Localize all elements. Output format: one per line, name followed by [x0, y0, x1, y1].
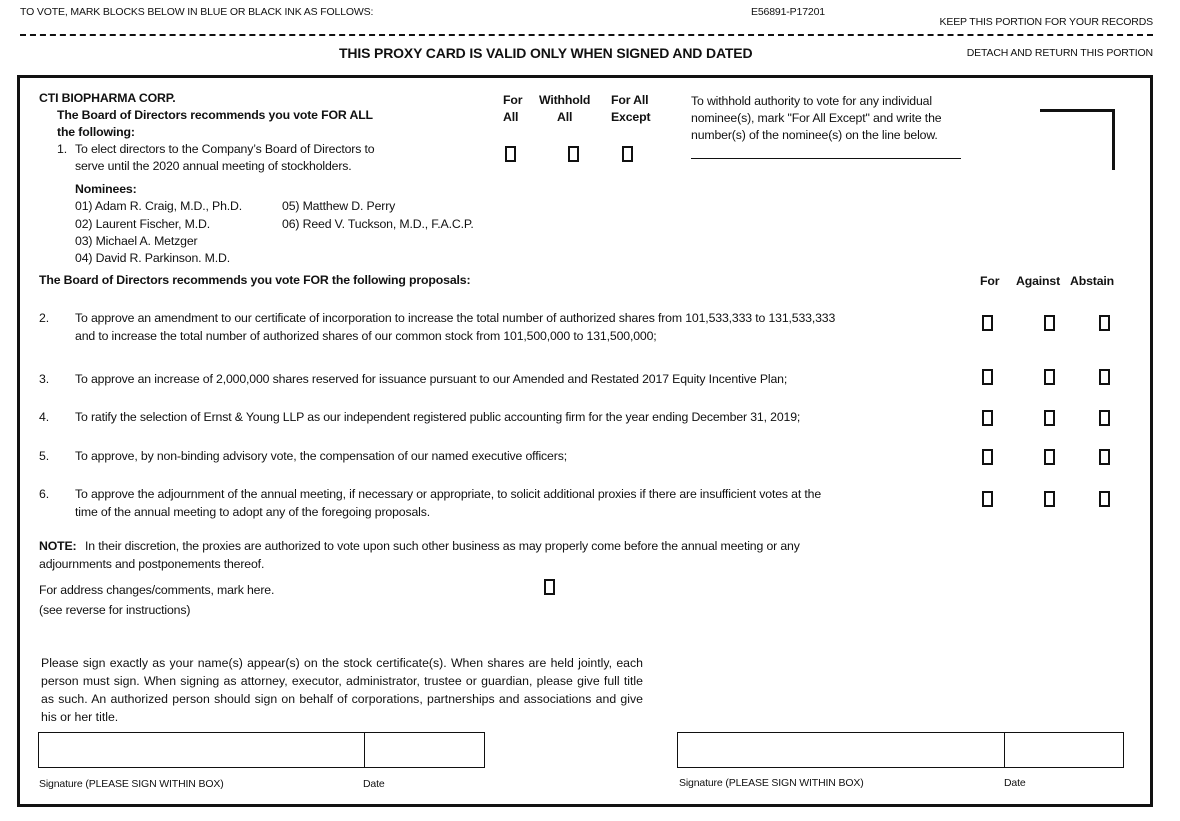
item-1-text-cont: serve until the 2020 annual meeting of stockholders.: [75, 159, 352, 173]
proposal-text: time of the annual meeting to adopt any of the foregoing proposals.: [75, 505, 431, 519]
sign-instructions: Please sign exactly as your name(s) appear(s) on the stock certificate(s). When shares are held jointly, each person must sign. When signing as attorney, executor, administrator, trustee or guardian, please give full title as such. An authorized person should sign on behalf of corporations, partnerships and associations and give his or her title.: [41, 656, 643, 724]
proposal-text: To approve the adjournment of the annual meeting, if necessary or appropriate, to solicit additional proxies if there are insufficient votes at the: [75, 487, 822, 501]
card-title: THIS PROXY CARD IS VALID ONLY WHEN SIGNED AND DATED: [339, 45, 753, 61]
signature-box-1[interactable]: [38, 732, 485, 768]
nominee: 01) Adam R. Craig, M.D., Ph.D.: [75, 199, 243, 213]
signature-label-1: Signature (PLEASE SIGN WITHIN BOX): [39, 778, 224, 790]
col-withhold-all-2: All: [557, 110, 573, 124]
detach-line: [20, 34, 1153, 36]
nominee: 05) Matthew D. Perry: [282, 199, 396, 213]
address-change-sub: (see reverse for instructions): [39, 603, 191, 617]
proposal-text: To ratify the selection of Ernst & Young LLP as our independent registered public accounting firm for the year ending December 31, 2019;: [75, 410, 801, 424]
proposal-text: To approve an increase of 2,000,000 shares reserved for issuance pursuant to our Amended and Restated 2017 Equity Incentive Plan;: [75, 372, 788, 386]
directors-recommendation-cont: the following:: [57, 125, 135, 139]
keep-portion-label: KEEP THIS PORTION FOR YOUR RECORDS: [939, 16, 1153, 28]
vote-instructions: TO VOTE, MARK BLOCKS BELOW IN BLUE OR BLACK INK AS FOLLOWS:: [20, 6, 374, 18]
withhold-instructions: nominee(s), mark "For All Except" and write the: [691, 111, 942, 125]
signature-label-2: Signature (PLEASE SIGN WITHIN BOX): [679, 777, 864, 789]
except-nominee-line[interactable]: [691, 158, 961, 159]
proposal-4-abstain-checkbox[interactable]: [1099, 410, 1110, 426]
proposal-number: 3.: [39, 372, 49, 386]
item-number: 1.: [57, 142, 67, 156]
control-number: E56891-P17201: [751, 6, 825, 18]
proposal-6-abstain-checkbox[interactable]: [1099, 491, 1110, 507]
address-change-checkbox[interactable]: [544, 579, 555, 595]
col-abstain: Abstain: [1070, 274, 1115, 288]
nominee: 02) Laurent Fischer, M.D.: [75, 217, 210, 231]
withhold-instructions: To withhold authority to vote for any individual: [691, 94, 932, 108]
proposal-5-abstain-checkbox[interactable]: [1099, 449, 1110, 465]
col-against: Against: [1016, 274, 1061, 288]
col-for: For: [980, 274, 1000, 288]
proposal-6-against-checkbox[interactable]: [1044, 491, 1055, 507]
proposal-4-against-checkbox[interactable]: [1044, 410, 1055, 426]
for-all-except-checkbox[interactable]: [622, 146, 633, 162]
address-change-label: For address changes/comments, mark here.: [39, 583, 275, 597]
proposal-4-for-checkbox[interactable]: [982, 410, 993, 426]
item-1-text: To elect directors to the Company’s Board of Directors to: [75, 142, 375, 156]
proposal-number: 2.: [39, 311, 49, 325]
withhold-instructions: number(s) of the nominee(s) on the line below.: [691, 128, 938, 142]
proposal-3-against-checkbox[interactable]: [1044, 369, 1055, 385]
for-all-checkbox[interactable]: [505, 146, 516, 162]
proposal-6-for-checkbox[interactable]: [982, 491, 993, 507]
col-for-all-except-2: Except: [611, 110, 651, 124]
proposal-text: To approve, by non-binding advisory vote, the compensation of our named executive officers;: [75, 449, 567, 463]
note-label: NOTE:: [39, 539, 77, 553]
col-withhold-all: Withhold: [539, 93, 591, 107]
date-divider: [364, 733, 365, 767]
nominees-label: Nominees:: [75, 182, 137, 196]
signature-box-2[interactable]: [677, 732, 1124, 768]
nominee: 04) David R. Parkinson. M.D.: [75, 251, 231, 265]
proposal-2-against-checkbox[interactable]: [1044, 315, 1055, 331]
nominee: 06) Reed V. Tuckson, M.D., F.A.C.P.: [282, 217, 474, 231]
detach-portion-label: DETACH AND RETURN THIS PORTION: [966, 47, 1153, 59]
proposal-5-for-checkbox[interactable]: [982, 449, 993, 465]
col-for-all: For: [503, 93, 523, 107]
proposal-3-for-checkbox[interactable]: [982, 369, 993, 385]
company-name: CTI BIOPHARMA CORP.: [39, 91, 176, 105]
nominee: 03) Michael A. Metzger: [75, 234, 198, 248]
note-text-cont: adjournments and postponements thereof.: [39, 557, 265, 571]
proposal-number: 5.: [39, 449, 49, 463]
proposal-2-abstain-checkbox[interactable]: [1099, 315, 1110, 331]
proposal-2-for-checkbox[interactable]: [982, 315, 993, 331]
proposal-5-against-checkbox[interactable]: [1044, 449, 1055, 465]
proposal-text: To approve an amendment to our certificate of incorporation to increase the total number of authorized shares from 101,533,333 to 131,533,333: [75, 311, 836, 325]
proposals-heading: The Board of Directors recommends you vote FOR the following proposals:: [39, 273, 471, 287]
directors-recommendation: The Board of Directors recommends you vote FOR ALL: [57, 108, 373, 122]
date-divider: [1004, 733, 1005, 767]
col-for-all-2: All: [503, 110, 519, 124]
withhold-all-checkbox[interactable]: [568, 146, 579, 162]
corner-mark: [1040, 109, 1115, 170]
date-label-1: Date: [363, 778, 385, 790]
note-text: In their discretion, the proxies are authorized to vote upon such other business as may properly come before the annual meeting or any: [85, 539, 800, 553]
proposal-number: 6.: [39, 487, 49, 501]
proposal-text: and to increase the total number of authorized shares of our common stock from 101,500,000 to 131,500,000;: [75, 329, 657, 343]
proposal-3-abstain-checkbox[interactable]: [1099, 369, 1110, 385]
proposal-number: 4.: [39, 410, 49, 424]
date-label-2: Date: [1004, 777, 1026, 789]
col-for-all-except: For All: [611, 93, 649, 107]
